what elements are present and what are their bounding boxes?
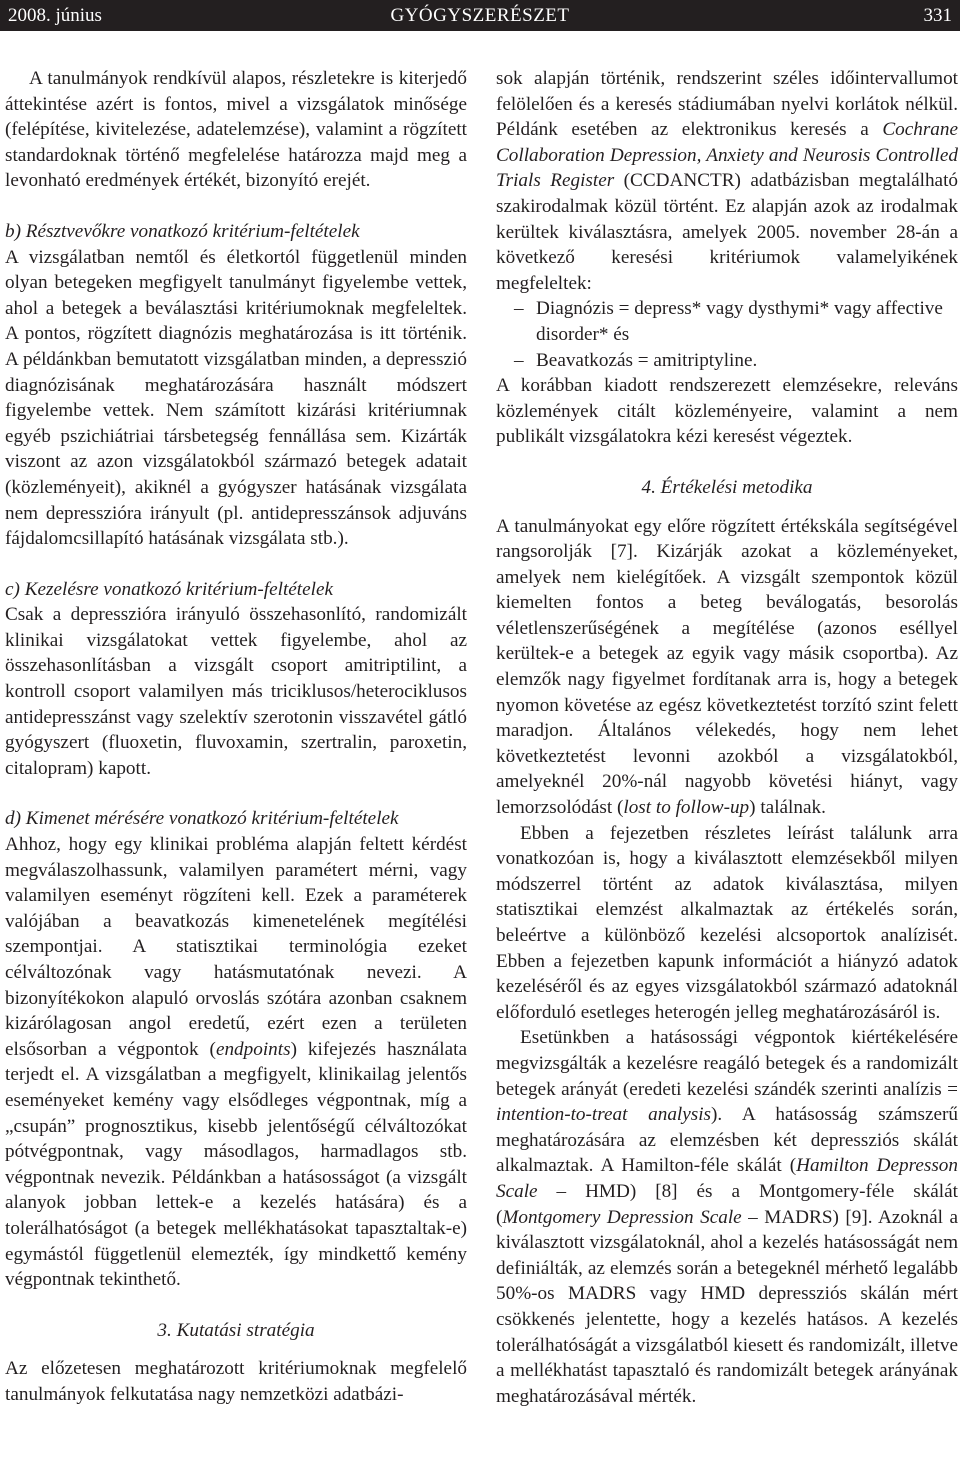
- search-criterion-diagnosis: – Diagnózis = depress* vagy dysthymi* vagy affective disorder* és: [514, 298, 943, 345]
- subsection-d-text: Ahhoz, hogy egy klinikai probléma alapján feltett kérdést megválaszolhassunk, valamilyen paramétert mérni, vagy valamilyen eseményt rögzíteni kell. Ezek a paraméterek valójában a beavatkozás kimenetelének megítélési szempontjai. A statisztikai terminológia ezeket célváltozónak vagy hatásmutatónak nevezi. A bizonyítékokon alapuló orvoslás szótára azonban csaknem kizárólagosan angol eredetű, ezért ezen a területen elsősorban a végpontok (endpoints) kifejezés használata terjedt el. A vizsgálatban a megfigyelt, klinikailag jelentős eseményeket kemény vagy elsődleges végpontnak, míg a „csupán” prognosztikus, kisebb jelentőségű célváltozókat pótvégpontnak, vagy másodlagos, harmadlagos stb. végpontnak nevezik. Példánkban a hatásosságot (a vizsgált alanyok jobban lettek-e a kezelés hatására) és a tolerálhatóságot (a betegek mellékhatásokat tapasztaltak-e) egymástól függetlenül elemezték, így mindkettő kemény végpontnak tekinthető.: [5, 834, 467, 1291]
- subsection-c-text: Csak a depresszióra irányuló összehasonlító, randomizált klinikai vizsgálatokat vettek figyelembe, ahol az összehasonlításban a vizsgált csoport amitriptilint, a kontroll csoport valamilyen más triciklusos/heterociklusos antidepresszánst vagy szelektív szerotonin visszavétel gátló gyógyszert (fluoxetin, fluvoxamin, szertralin, paroxetin, citalopram) kapott.: [5, 604, 467, 779]
- search-paragraph: sok alapján történik, rendszerint széles időintervallumot felölelően és a keresés stádiumában nyelvi korlátok nélkül. Példánk esetében az elektronikus keresés a Cochrane Collaboration Depression, Anxiety and Neurosis Controlled Trials Register (CCDANCTR) adatbázisban megtalálható szakirodalmak közül történt. Ez alapján azok az irodalmak kerültek kiválasztásra, amelyek 2005. november 28-án a következő keresési kritériumok valamelyikének megfeleltek:: [496, 68, 958, 294]
- journal-name: GYÓGYSZERÉSZET: [390, 5, 570, 26]
- subsection-b-title: b) Résztvevőkre vonatkozó kritérium-feltételek: [5, 220, 360, 242]
- section-3-text: Az előzetesen meghatározott kritériumoknak megfelelő tanulmányok felkutatása nagy nemzetközi adatbázi-: [5, 1358, 467, 1405]
- section-3-title: 3. Kutatási stratégia: [157, 1319, 315, 1341]
- section-4-title: 4. Értékelési metodika: [641, 476, 813, 498]
- right-column: [496, 66, 958, 1409]
- issue-date: 2008. június: [8, 5, 102, 26]
- intro-paragraph: A tanulmányok rendkívül alapos, részletekre is kiterjedő áttekintése azért is fontos, mivel a vizsgálatok minősége (felépítése, kivitelezése, adatelemzése), valamint a rögzített standardoknak történő megfelelése határozza majd meg a levonható eredmények értékét, bizonyító erejét.: [5, 68, 467, 192]
- subsection-b-text: A vizsgálatban nemtől és életkortól függetlenül minden olyan betegeken megfigyelt tanulmányt figyelembe vettek, ahol a betegek a beválasztási kritériumoknak megfeleltek. A pontos, rögzített diagnózis meghatározása is itt történik. A példánkban bemutatott vizsgálatban minden, a depresszió diagnózisának meghatározására használt módszert figyelembe vettek. Nem számított kizárási kritériumnak egyéb pszichiátriai társbetegség fennállása sem. Kizárták viszont az azon vizsgálatokból származó betegek adatait (közleményeit), akiknél a gyógyszer hatásának vizsgálata nem depresszióra irányult (pl. antidepresszánsok adjuváns fájdalomcsillapító hatásának vizsgálata stb.).: [5, 246, 467, 550]
- efficacy-paragraph: Esetünkben a hatásossági végpontok kiértékelésére megvizsgálták a kezelésre reagáló betegek és a randomizált betegek arányát (eredeti kezelési szándék szerinti analízis = intention-to-treat analysis). A hatásosság számszerű meghatározására az elemzésben két depressziós skálát alkalmaztak. A Hamilton-féle skálát (Hamilton Depresson Scale – HMD) [8] és a Montgomery-féle skálát (Montgomery Depression Scale – MADRS) [9]. Azoknál a kiválasztott vizsgálatoknál, ahol a kezelés hatásosságát nem definiálták, az elemzés során a betegeknél mérhető legalább 50%-os MADRS vagy HMD depressziós skálán mért csökkenés jelentette, hogy a kezelés hatásos. A kezelés tolerálhatóságát a vizsgálatból kiesett és randomizált, illetve a mellékhatást tapasztaló és randomizált betegek arányának meghatározásával mérték.: [496, 1027, 958, 1407]
- page-number: 331: [923, 5, 952, 26]
- manual-search-paragraph: A korábban kiadott rendszerezett elemzésekre, releváns közlemények citált közleményeire, valamint a nem publikált vizsgálatokra kézi keresést végeztek.: [496, 375, 958, 448]
- methods-paragraph: Ebben a fejezetben részletes leírást találunk arra vonatkozóan is, hogy a kiválasztott elemzésekből milyen módszerrel történt az adatok kiválasztása, milyen statisztikai elemzést alkalmaztak az értékelés során, beleértve a különböző kezelési alcsoportok analízisét. Ebben a fejezetben kapunk információt a hiányzó adatok kezeléséről és az egyes vizsgálatokból származó adatoknál előforduló esetleges heterogén jelleg meghatározásáról is.: [496, 822, 958, 1023]
- left-column: [5, 66, 467, 1408]
- running-header: [0, 0, 960, 31]
- evaluation-paragraph: A tanulmányokat egy előre rögzített értékskála segítségével rangsorolják [7]. Kizárják azokat a közleményeket, amelyek nem kielégítőek. A vizsgált szempontok közül kiemelten fontos a beteg beválogatás, besorolás véletlenszerűségének a megítélése (azonos eséllyel kerültek-e a betegek az egyik vagy másik csoportba). Az elemzők nagy figyelmet fordítanak arra is, hogy a betegek nyomon követése az egész következtetést torzító szint felett maradjon. Általános vélekedés, hogy nem lehet következtetést levonni azokból a vizsgálatokból, amelyeknél 20%-nál nagyobb követési hiányt, vagy lemorzsolódást (lost to follow-up) találnak.: [496, 515, 958, 819]
- search-criterion-intervention: – Beavatkozás = amitriptyline.: [514, 349, 758, 371]
- subsection-d-title: d) Kimenet mérésére vonatkozó kritérium-feltételek: [5, 808, 399, 830]
- subsection-c-title: c) Kezelésre vonatkozó kritérium-feltételek: [5, 578, 334, 600]
